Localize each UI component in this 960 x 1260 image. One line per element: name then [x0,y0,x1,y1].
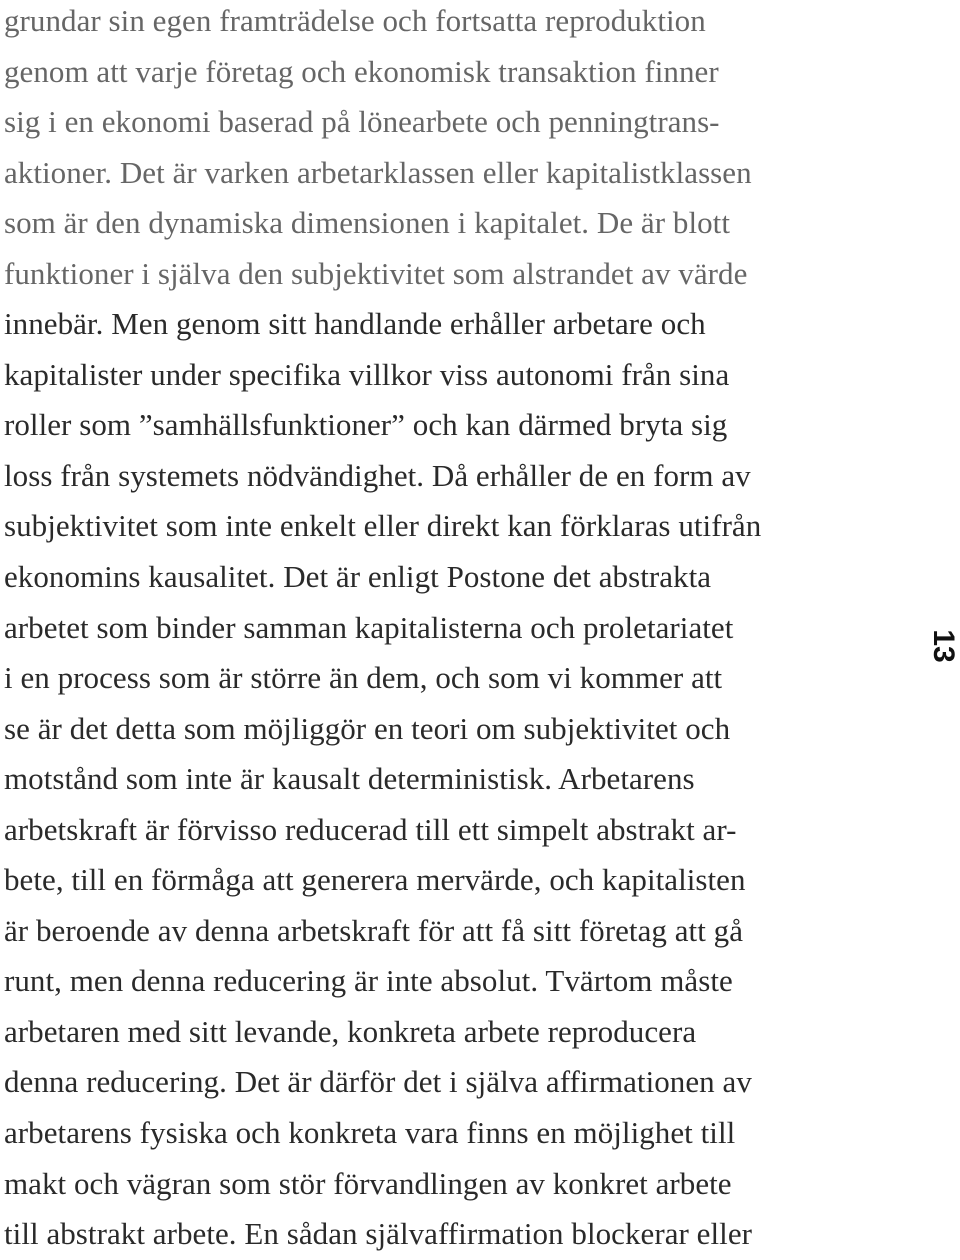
text-line: se är det detta som möjliggör en teori om subjektivitet och [4,710,731,746]
text-line: ekonomins kausalitet. Det är enligt Postone det abstrakta [4,559,712,595]
text-line: är beroende av denna arbetskraft för att få sitt företag att gå [4,912,744,948]
text-line: roller som ”samhällsfunktioner” och kan därmed bryta sig [4,407,728,443]
text-line: arbetarens fysiska och konkreta vara finns en möjlighet till [4,1115,736,1151]
text-line: grundar sin egen framträdelse och fortsatta reproduktion [4,3,706,38]
page-number: 13 [927,629,960,663]
text-line: loss från systemets nödvändighet. Då erhåller de en form av [4,457,751,493]
text-line: bete, till en förmåga att generera mervärde, och kapitalisten [4,862,746,898]
text-line: subjektivitet som inte enkelt eller direkt kan förklaras utifrån [4,508,762,544]
text-line: makt och vägran som stör förvandlingen av konkret arbete [4,1165,732,1201]
text-line: motstånd som inte är kausalt deterministisk. Arbetarens [4,761,695,797]
text-line: denna reducering. Det är därför det i själva affirmationen av [4,1064,752,1100]
text-line: arbetaren med sitt levande, konkreta arbete reproducera [4,1013,697,1049]
text-line: arbetskraft är förvisso reducerad till ett simpelt abstrakt ar- [4,811,737,847]
text-line: runt, men denna reducering är inte absolut. Tvärtom måste [4,963,733,999]
text-line: till abstrakt arbete. En sådan självaffirmation blockerar eller [4,1216,752,1252]
text-line: sig i en ekonomi baserad på lönearbete och penningtrans- [4,104,720,140]
text-line: i en process som är större än dem, och som vi kommer att [4,660,723,696]
text-line: som är den dynamiska dimensionen i kapitalet. De är blott [4,205,731,241]
text-line: kapitalister under specifika villkor viss autonomi från sina [4,356,730,392]
text-line: genom att varje företag och ekonomisk transaktion finner [4,53,719,89]
text-line: innebär. Men genom sitt handlande erhåller arbetare och [4,306,706,342]
body-text [4,0,884,1260]
text-line: funktioner i själva den subjektivitet som alstrandet av värde [4,255,748,291]
text-line: aktioner. Det är varken arbetarklassen eller kapitalistklassen [4,154,752,190]
text-line: arbetet som binder samman kapitalisterna och proletariatet [4,609,734,645]
